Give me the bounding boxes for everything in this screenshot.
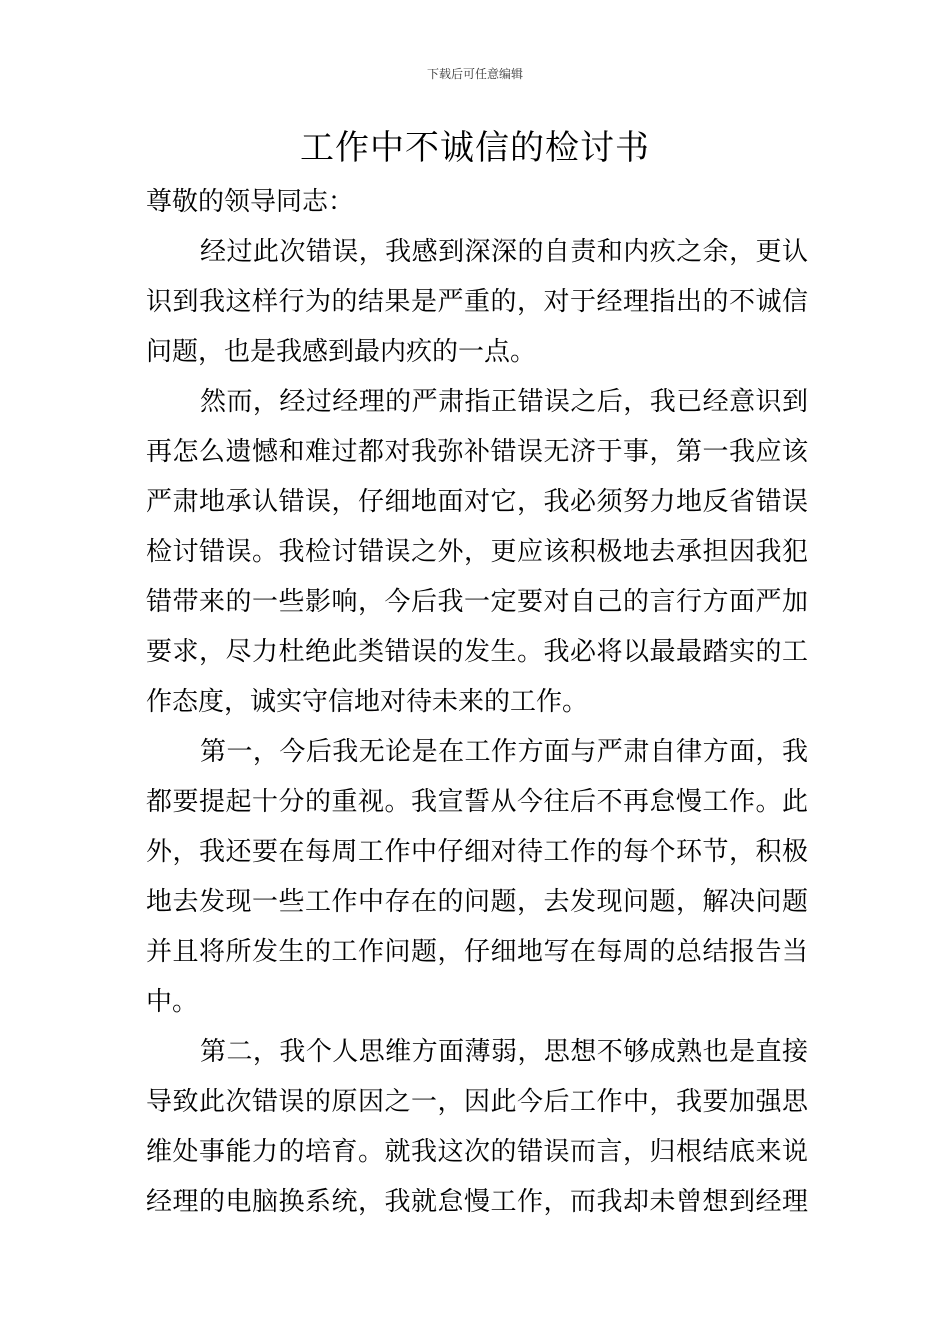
text-line: 经过此次错误，我感到深深的自责和内疚之余，更认: [200, 237, 808, 267]
paragraph-2: [146, 377, 808, 727]
document-title: 工作中不诚信的检讨书: [300, 128, 650, 168]
text-line: 导致此次错误的原因之一，因此今后工作中，我要加强思: [146, 1087, 808, 1117]
text-line: 要求，尽力杜绝此类错误的发生。我必将以最最踏实的工: [146, 637, 808, 667]
salutation: 尊敬的领导同志：: [146, 187, 355, 217]
text-line: 维处事能力的培育。就我这次的错误而言，归根结底来说: [146, 1137, 808, 1167]
text-line: 然而，经过经理的严肃指正错误之后，我已经意识到: [200, 387, 808, 417]
text-line: 第二，我个人思维方面薄弱，思想不够成熟也是直接: [200, 1037, 808, 1067]
text-line: 经理的电脑换系统，我就怠慢工作，而我却未曾想到经理: [146, 1187, 808, 1217]
paragraph-3: [146, 727, 808, 1027]
document-body: [146, 177, 808, 1227]
text-line: 识到我这样行为的结果是严重的，对于经理指出的不诚信: [146, 287, 808, 317]
paragraph-1: [146, 227, 808, 377]
text-line: 地去发现一些工作中存在的问题，去发现问题，解决问题: [146, 887, 808, 917]
paragraph-4: [146, 1027, 808, 1227]
text-line: 错带来的一些影响，今后我一定要对自己的言行方面严加: [146, 587, 808, 617]
text-line: 中。: [146, 987, 199, 1017]
text-line: 严肃地承认错误，仔细地面对它，我必须努力地反省错误: [146, 487, 808, 517]
text-line: 作态度，诚实守信地对待未来的工作。: [146, 687, 589, 717]
text-line: 问题，也是我感到最内疚的一点。: [146, 337, 537, 367]
text-line: 都要提起十分的重视。我宣誓从今往后不再怠慢工作。此: [146, 787, 808, 817]
text-line: 检讨错误。我检讨错误之外，更应该积极地去承担因我犯: [146, 537, 808, 567]
text-line: 并且将所发生的工作问题，仔细地写在每周的总结报告当: [146, 937, 808, 967]
text-line: 第一，今后我无论是在工作方面与严肃自律方面，我: [200, 737, 808, 767]
text-line: 再怎么遗憾和难过都对我弥补错误无济于事，第一我应该: [146, 437, 808, 467]
header-note: 下载后可任意编辑: [426, 67, 523, 81]
text-line: 外，我还要在每周工作中仔细对待工作的每个环节，积极: [146, 837, 808, 867]
